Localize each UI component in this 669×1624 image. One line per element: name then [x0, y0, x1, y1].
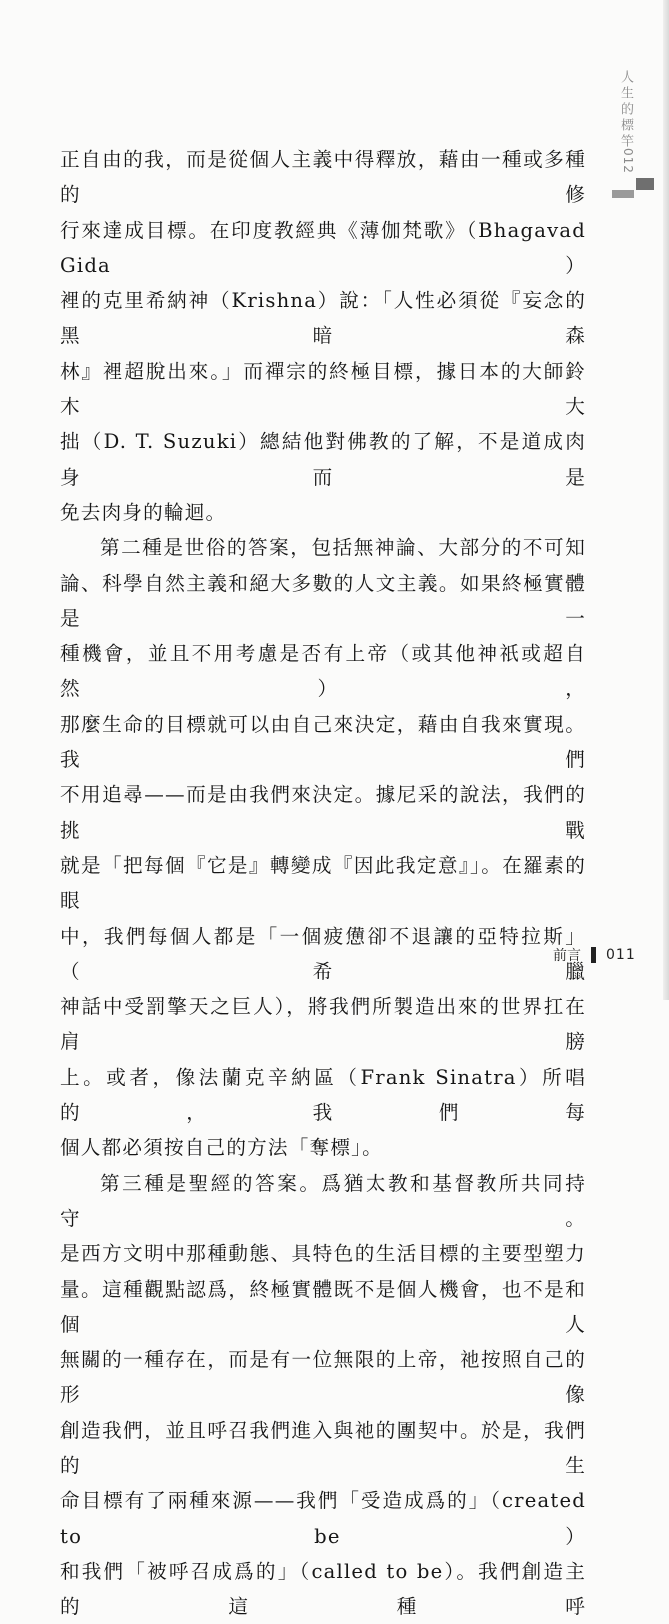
body-text	[60, 142, 586, 1624]
text-line: 是西方文明中那種動態、具特色的生活目標的主要型塑力	[60, 1242, 586, 1266]
paragraph-2	[60, 530, 586, 1165]
text-line: 論、科學自然主義和絕大多數的人文主義。如果終極實體是一	[60, 571, 586, 630]
footer-divider-bar	[591, 947, 596, 963]
text-line: 第二種是世俗的答案，包括無神論、大部分的不可知	[100, 536, 586, 560]
footer-section-label: 前言	[553, 948, 581, 964]
text-line: 那麼生命的目標就可以由自己來決定，藉由自我來實現。我們	[60, 712, 586, 772]
text-line: 神話中受罰擎天之巨人），將我們所製造出來的世界扛在肩膀	[60, 995, 586, 1054]
text-line: 不用追尋——而是由我們來決定。據尼采的說法，我們的挑戰	[60, 783, 586, 842]
text-line: 上。或者，像法蘭克辛納區（Frank Sinatra）所唱的，我們每	[60, 1065, 586, 1125]
text-line: 裡的克里希納神（Krishna）說：「人性必須從『妄念的黑暗森	[60, 289, 586, 348]
text-line: 無關的一種存在，而是有一位無限的上帝，祂按照自己的形像	[60, 1348, 586, 1407]
paragraph-3	[60, 1166, 586, 1624]
running-header-title: 人生的標竿	[618, 70, 633, 150]
text-line: 行來達成目標。在印度教經典《薄伽梵歌》（Bhagavad Gida）	[60, 218, 586, 277]
thumb-tab-marker	[636, 178, 654, 190]
text-line: 林』裡超脫出來。」而禪宗的終極目標，據日本的大師鈴木大	[60, 359, 586, 419]
text-line: 拙（D. T. Suzuki）總結他對佛教的了解，不是道成肉身而是	[60, 430, 586, 489]
running-header-page: 012	[621, 148, 635, 174]
text-line: 就是「把每個『它是』轉變成『因此我定意』」。在羅素的眼	[60, 853, 586, 913]
text-line: 中，我們每個人都是「一個疲憊卻不退讓的亞特拉斯」（希臘	[60, 924, 586, 983]
text-line: 第三種是聖經的答案。爲猶太教和基督教所共同持守。	[60, 1171, 586, 1230]
text-line: 和我們「被呼召成爲的」（called to be）。我們創造主的這種呼	[60, 1559, 586, 1619]
text-line: 種機會，並且不用考慮是否有上帝（或其他神祇或超自然），	[60, 642, 586, 701]
text-line: 個人都必須按自己的方法「奪標」。	[60, 1136, 383, 1160]
page-footer	[553, 944, 636, 966]
thumb-tab-marker-secondary	[612, 190, 634, 198]
text-line: 量。這種觀點認爲，終極實體既不是個人機會，也不是和個人	[60, 1277, 586, 1336]
paragraph-1	[60, 142, 586, 530]
text-line: 命目標有了兩種來源——我們「受造成爲的」（created to be）	[60, 1489, 586, 1548]
page-edge-shadow	[663, 0, 669, 1000]
footer-page-number: 011	[606, 947, 636, 963]
text-line: 正自由的我，而是從個人主義中得釋放，藉由一種或多種的修	[60, 148, 586, 207]
text-line: 免去肉身的輪迴。	[60, 500, 227, 524]
text-line: 創造我們，並且呼召我們進入與祂的團契中。於是，我們的生	[60, 1418, 586, 1477]
